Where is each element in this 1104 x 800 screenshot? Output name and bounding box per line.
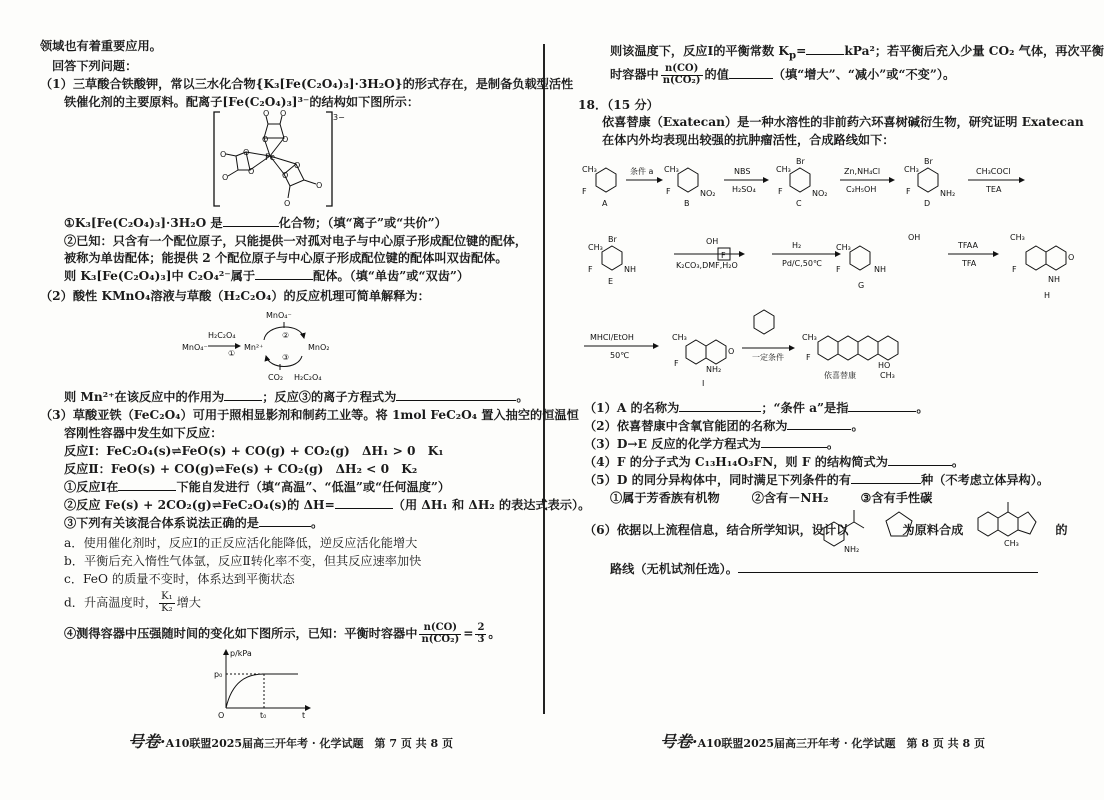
svg-text:CH₃: CH₃ — [880, 371, 895, 380]
ratio-question: 时容器中 $\frac{n(CO)}{\text{n(CO₂)}}$ 的值 （填“增大”、“减小”或“不变”）。 — [610, 63, 956, 86]
svg-text:O: O — [222, 173, 229, 182]
svg-text:I: I — [702, 379, 705, 388]
q2-line1: （2）酸性 KMnO₄溶液与草酸（H₂C₂O₄）的反应机理可简单解释为： — [40, 289, 430, 303]
svg-text:MHCl/EtOH: MHCl/EtOH — [590, 333, 634, 342]
footer-page-8: 号卷·A10联盟2025届高三开年考 · 化学试题 第 8 页 共 8 页 — [660, 732, 985, 751]
svg-text:OH: OH — [706, 237, 719, 246]
page-8 — [548, 0, 1104, 800]
svg-text:MnO₂: MnO₂ — [308, 343, 330, 352]
sub-q1: （1）A 的名称为 ；“条件 a”是指 。 — [584, 401, 929, 415]
svg-text:A: A — [602, 199, 608, 208]
svg-text:3−: 3− — [333, 113, 345, 122]
svg-text:CH₃: CH₃ — [904, 165, 919, 174]
svg-text:Br: Br — [796, 157, 805, 166]
svg-text:①: ① — [228, 349, 236, 358]
svg-text:O: O — [220, 150, 227, 159]
svg-text:p/kPa: p/kPa — [230, 649, 252, 658]
svg-text:t₀: t₀ — [260, 711, 267, 720]
svg-text:D: D — [924, 199, 931, 208]
q3-line1: （3）草酸亚铁（FeC₂O₄）可用于照相显影剂和制药工业等。将 1mol FeC₂O₄ 置入抽空的恒温恒 — [40, 408, 579, 422]
sub-q4: （4）F 的分子式为 C₁₃H₁₄O₃FN，则 F 的结构简式为 。 — [584, 455, 965, 469]
svg-text:F: F — [836, 265, 841, 274]
q1-line2: 铁催化剂的主要原料。配离子[Fe(C₂O₄)₃]³⁻的结构如下图所示： — [64, 95, 420, 109]
svg-text:CH₃: CH₃ — [802, 333, 817, 342]
q1b-line1: ②已知：只含有一个配位原子，只能提供一对孤对电子与中心原子形成配位键的配体， — [64, 234, 528, 248]
svg-text:Mn²⁺: Mn²⁺ — [244, 343, 264, 352]
svg-text:Br: Br — [608, 235, 617, 244]
svg-text:C: C — [796, 199, 802, 208]
svg-text:H₂: H₂ — [792, 241, 802, 250]
svg-text:TEA: TEA — [986, 185, 1002, 194]
svg-text:C₂H₅OH: C₂H₅OH — [846, 185, 877, 194]
svg-text:NH₂: NH₂ — [940, 189, 956, 198]
cyclopentanone-structure — [882, 508, 916, 542]
answer-prompt: 回答下列问题： — [52, 59, 138, 73]
svg-text:一定条件: 一定条件 — [752, 353, 784, 362]
svg-text:F: F — [582, 187, 587, 196]
svg-text:TFAA: TFAA — [958, 241, 978, 250]
synthesis-scheme — [578, 150, 1084, 390]
svg-text:t: t — [302, 711, 306, 720]
page-divider — [543, 44, 545, 714]
sub-q6-route: 路线（无机试剂任选）。 — [610, 563, 1038, 575]
reaction-1: 反应Ⅰ：FeC₂O₄(s)⇌FeO(s) + CO(g) + CO₂(g) ΔH₁ > 0 K₁ — [64, 444, 444, 458]
svg-text:O: O — [284, 199, 291, 208]
sub-q6: （6）依据以上流程信息，结合所学知识，设计以 为原料合成 的 — [584, 523, 1068, 537]
svg-text:Zn,NH₄Cl: Zn,NH₄Cl — [844, 167, 881, 176]
svg-text:H₂C₂O₄: H₂C₂O₄ — [208, 331, 236, 340]
svg-text:O: O — [243, 148, 250, 157]
svg-text:Fe: Fe — [265, 153, 276, 163]
svg-text:依喜替康: 依喜替康 — [824, 371, 856, 380]
svg-text:F: F — [588, 265, 593, 274]
q18-intro-1: 依喜替康（Exatecan）是一种水溶性的非前药六环喜树碱衍生物，研究证明 Exatecan — [602, 115, 1084, 129]
svg-text:Pd/C,50℃: Pd/C,50℃ — [782, 259, 822, 268]
svg-text:K₂CO₃,DMF,H₂O: K₂CO₃,DMF,H₂O — [676, 261, 738, 270]
sub-q5: （5）D 的同分异构体中，同时满足下列条件的有 种（不考虑立体异构）。 — [584, 473, 1050, 487]
svg-text:CH₃: CH₃ — [776, 165, 791, 174]
svg-text:F: F — [806, 353, 811, 362]
sub-q2: （2）依喜替康中含氧官能团的名称为 。 — [584, 419, 864, 433]
svg-text:O: O — [263, 109, 270, 118]
q3d: ④测得容器中压强随时间的变化如下图所示，已知：平衡时容器中 $\frac{n(CO)}{\text{n(CO₂)}}$ = $\frac{2}{3}$ 。 — [64, 622, 501, 645]
svg-text:O: O — [282, 171, 289, 180]
svg-text:NH₂: NH₂ — [706, 365, 722, 374]
svg-text:F: F — [1012, 265, 1017, 274]
q3b: ②反应 Fe(s) + 2CO₂(g)⇌FeC₂O₄(s)的 ΔH= （用 ΔH₁ 和 ΔH₂ 的表达式表示）。 — [64, 498, 591, 512]
svg-text:CH₃: CH₃ — [836, 243, 851, 252]
svg-text:OH: OH — [908, 233, 921, 242]
footer-page-7: 号卷·A10联盟2025届高三开年考 · 化学试题 第 7 页 共 8 页 — [128, 732, 453, 751]
svg-text:NBS: NBS — [734, 167, 751, 176]
svg-text:条件 a: 条件 a — [630, 167, 654, 176]
option-b: b．平衡后充入惰性气体氩，反应Ⅱ转化率不变，但其反应速率加快 — [64, 554, 422, 568]
sub-q5-conditions: ①属于芳香族有机物 ②含有－NH₂ ③含有手性碳 — [610, 491, 933, 505]
q2-answer: 则 Mn²⁺在该反应中的作用为 ；反应③的离子方程式为 。 — [64, 390, 529, 404]
svg-text:O: O — [728, 347, 735, 356]
svg-text:NO₂: NO₂ — [812, 189, 828, 198]
target-product-structure — [964, 500, 1042, 548]
sub-q3: （3）D→E 反应的化学方程式为 。 — [584, 437, 840, 451]
svg-text:Br: Br — [924, 157, 933, 166]
intro-tail: 领域也有着重要应用。 — [40, 39, 162, 53]
svg-text:O: O — [248, 167, 255, 176]
svg-text:G: G — [858, 281, 865, 290]
svg-text:NH: NH — [874, 265, 886, 274]
svg-text:F: F — [721, 251, 726, 260]
svg-text:NO₂: NO₂ — [700, 189, 716, 198]
svg-text:B: B — [684, 199, 690, 208]
svg-text:NH: NH — [624, 265, 636, 274]
svg-text:E: E — [608, 277, 614, 286]
svg-text:CH₃: CH₃ — [664, 165, 679, 174]
option-c: c．FeO 的质量不变时，体系达到平衡状态 — [64, 572, 295, 586]
q3-line2: 容刚性容器中发生如下反应： — [64, 426, 223, 440]
q1a: ①K₃[Fe(C₂O₄)₃]·3H₂O 是 化合物；（填“离子”或“共价”） — [64, 216, 447, 230]
svg-text:②: ② — [282, 331, 290, 340]
q18-title: 18．（15 分） — [578, 98, 659, 112]
svg-text:NH: NH — [1048, 275, 1060, 284]
svg-text:O: O — [1068, 253, 1075, 262]
svg-text:CO₂: CO₂ — [268, 373, 284, 382]
svg-text:O: O — [280, 109, 287, 118]
pressure-time-graph — [206, 646, 316, 722]
svg-text:H: H — [1044, 291, 1051, 300]
svg-text:O: O — [218, 711, 225, 720]
q18-intro-2: 在体内外均表现出较强的抗肿瘤活性，合成路线如下： — [602, 133, 895, 147]
svg-text:CH₃: CH₃ — [588, 243, 603, 252]
svg-text:F: F — [778, 187, 783, 196]
ferrioxalate-structure — [212, 108, 345, 210]
option-a: a．使用催化剂时，反应Ⅰ的正反应活化能降低，逆反应活化能增大 — [64, 536, 418, 550]
svg-text:F: F — [674, 359, 679, 368]
q1b-line3: 则 K₃[Fe(C₂O₄)₃]中 C₂O₄²⁻属于 配体。（填“单齿”或“双齿”） — [64, 269, 470, 283]
reaction-2: 反应Ⅱ：FeO(s) + CO(g)⇌Fe(s) + CO₂(g) ΔH₂ < 0 K₂ — [64, 462, 418, 476]
svg-text:MnO₄⁻: MnO₄⁻ — [266, 311, 292, 320]
svg-text:CH₃: CH₃ — [1010, 233, 1025, 242]
aminoacetophenone-structure — [816, 502, 870, 554]
svg-text:CH₃: CH₃ — [672, 333, 687, 342]
q1-line1: （1）三草酸合铁酸钾，常以三水化合物{K₃[Fe(C₂O₄)₃]·3H₂O}的形式存在，是制备负载型活性 — [40, 77, 574, 91]
mn-catalytic-cycle — [180, 308, 360, 384]
svg-text:50℃: 50℃ — [610, 351, 630, 360]
svg-text:O: O — [294, 161, 301, 170]
q1b-line2: 被称为单齿配体；能提供 2 个配位原子与中心原子形成配位键的配体叫双齿配体。 — [64, 251, 508, 265]
svg-text:TFA: TFA — [962, 259, 977, 268]
option-d: d．升高温度时， $\frac{\text{K₁}}{\text{K₂}}$ 增大 — [64, 591, 201, 614]
svg-text:F: F — [906, 187, 911, 196]
svg-text:p₀: p₀ — [214, 670, 223, 679]
svg-text:③: ③ — [282, 353, 290, 362]
svg-text:CH₃: CH₃ — [1004, 539, 1019, 548]
kp-question: 则该温度下，反应Ⅰ的平衡常数 $K_p= kPa^2$；若平衡后充入少量 CO₂ 气体，再次平衡 — [610, 44, 1104, 62]
svg-text:CH₃COCl: CH₃COCl — [976, 167, 1011, 176]
svg-text:HO: HO — [878, 361, 891, 370]
svg-text:F: F — [666, 187, 671, 196]
svg-text:O: O — [282, 135, 289, 144]
q3a: ①反应Ⅰ在 下能自发进行（填“高温”、“低温”或“任何温度”） — [64, 480, 451, 494]
svg-text:CH₃: CH₃ — [582, 165, 597, 174]
svg-text:O: O — [316, 181, 323, 190]
svg-text:O: O — [262, 135, 269, 144]
k1-over-k2: $\frac{\text{K₁}}{\text{K₂}}$ — [161, 591, 173, 614]
svg-text:MnO₄⁻: MnO₄⁻ — [182, 343, 208, 352]
q3c: ③下列有关该混合体系说法正确的是 。 — [64, 516, 324, 530]
svg-text:H₂C₂O₄: H₂C₂O₄ — [294, 373, 322, 382]
svg-text:H₂SO₄: H₂SO₄ — [732, 185, 756, 194]
svg-text:NH₂: NH₂ — [844, 545, 860, 554]
